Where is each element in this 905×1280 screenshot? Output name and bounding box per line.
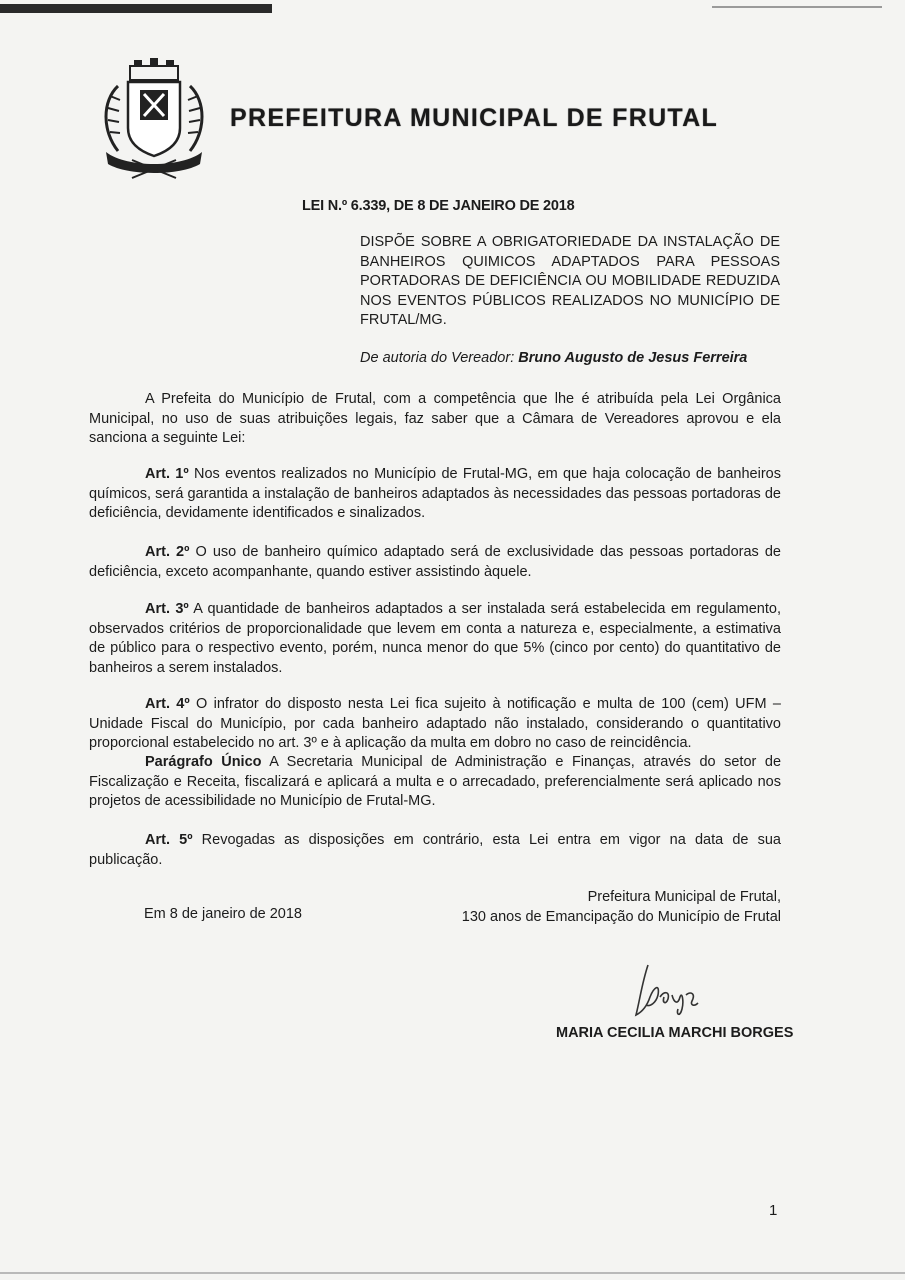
article-3 [89, 600, 781, 678]
scan-edge-line [712, 6, 882, 8]
signer-name: MARIA CECILIA MARCHI BORGES [556, 1025, 794, 1041]
article-2 [89, 543, 781, 582]
closing-place [430, 888, 781, 927]
article-1-text: Nos eventos realizados no Município de Frutal-MG, em que haja colocação de banheiros químicos, será garantida a instalação de banheiros adaptados às necessidades das pessoas portadoras de deficiência, devidamente identificados e sinalizados. [89, 466, 781, 521]
article-4 [89, 695, 781, 754]
law-summary: DISPÕE SOBRE A OBRIGATORIEDADE DA INSTALAÇÃO DE BANHEIROS QUIMICOS ADAPTADOS PARA PESSOAS PORTADORAS DE DEFICIÊNCIA OU MOBILIDADE REDUZIDA NOS EVENTOS PÚBLICOS REALIZADOS NO MUNICÍPIO DE FRUTAL/MG. [360, 234, 780, 328]
author-name: Bruno Augusto de Jesus Ferreira [518, 350, 748, 366]
closing-date: Em 8 de janeiro de 2018 [144, 906, 302, 922]
article-4-label: Art. 4º [145, 696, 190, 712]
organization-name: PREFEITURA MUNICIPAL DE FRUTAL [230, 104, 719, 132]
sole-paragraph [89, 753, 781, 812]
law-title: LEI N.º 6.339, DE 8 DE JANEIRO DE 2018 [302, 198, 575, 214]
municipal-crest-icon [96, 56, 212, 180]
article-1 [89, 465, 781, 524]
author-line [360, 350, 747, 366]
article-5-text: Revogadas as disposições em contrário, esta Lei entra em vigor na data de sua publicação. [89, 832, 781, 868]
closing-place-line-2: 130 anos de Emancipação do Município de Frutal [461, 908, 781, 925]
article-5-label: Art. 5º [145, 832, 193, 848]
article-1-label: Art. 1º [145, 466, 189, 482]
closing-place-line-1: Prefeitura Municipal de Frutal, [587, 889, 781, 905]
article-5 [89, 831, 781, 870]
handwritten-signature [620, 955, 720, 1025]
page-number: 1 [769, 1202, 778, 1219]
sole-paragraph-text: A Secretaria Municipal de Administração e Finanças, através do setor de Fiscalização e Receita, fiscalizará e aplicará a multa e o arrecadado, preferencialmente será aplicado nos projetos de acessibilidade no Município de Frutal-MG. [89, 754, 782, 809]
article-4-text: O infrator do disposto nesta Lei fica sujeito à notificação e multa de 100 (cem) UFM – Unidade Fiscal do Município, por cada banheiro adaptado não instalado, considerando o quantitativo proporcional estabelecido no art. 3º e à aplicação da multa em dobro no caso de reincidência. [89, 696, 781, 751]
article-2-label: Art. 2º [145, 544, 190, 560]
preamble-text: A Prefeita do Município de Frutal, com a competência que lhe é atribuída pela Lei Orgânica Municipal, no uso de suas atribuições legais, faz saber que a Câmara de Vereadores aprovou e ela sanciona a seguinte Lei: [89, 391, 781, 446]
article-3-text: A quantidade de banheiros adaptados a ser instalada será estabelecida em regulamento, observados critérios de proporcionalidade que levem em conta a natureza e, especialmente, a estimativa de público para o respectivo evento, porém, nunca menor do que 5% (cinco por cento) do quantitativo de banheiros a serem instalados. [89, 601, 781, 676]
sole-paragraph-label: Parágrafo Único [145, 754, 262, 770]
scan-edge-bottom [0, 1272, 905, 1274]
author-prefix: De autoria do Vereador: [360, 350, 519, 366]
scan-edge-top [0, 4, 272, 13]
preamble [89, 390, 781, 449]
article-3-label: Art. 3º [145, 601, 189, 617]
article-2-text: O uso de banheiro químico adaptado será de exclusividade das pessoas portadoras de deficiência, exceto acompanhante, quando estiver assistindo àquele. [89, 544, 781, 580]
